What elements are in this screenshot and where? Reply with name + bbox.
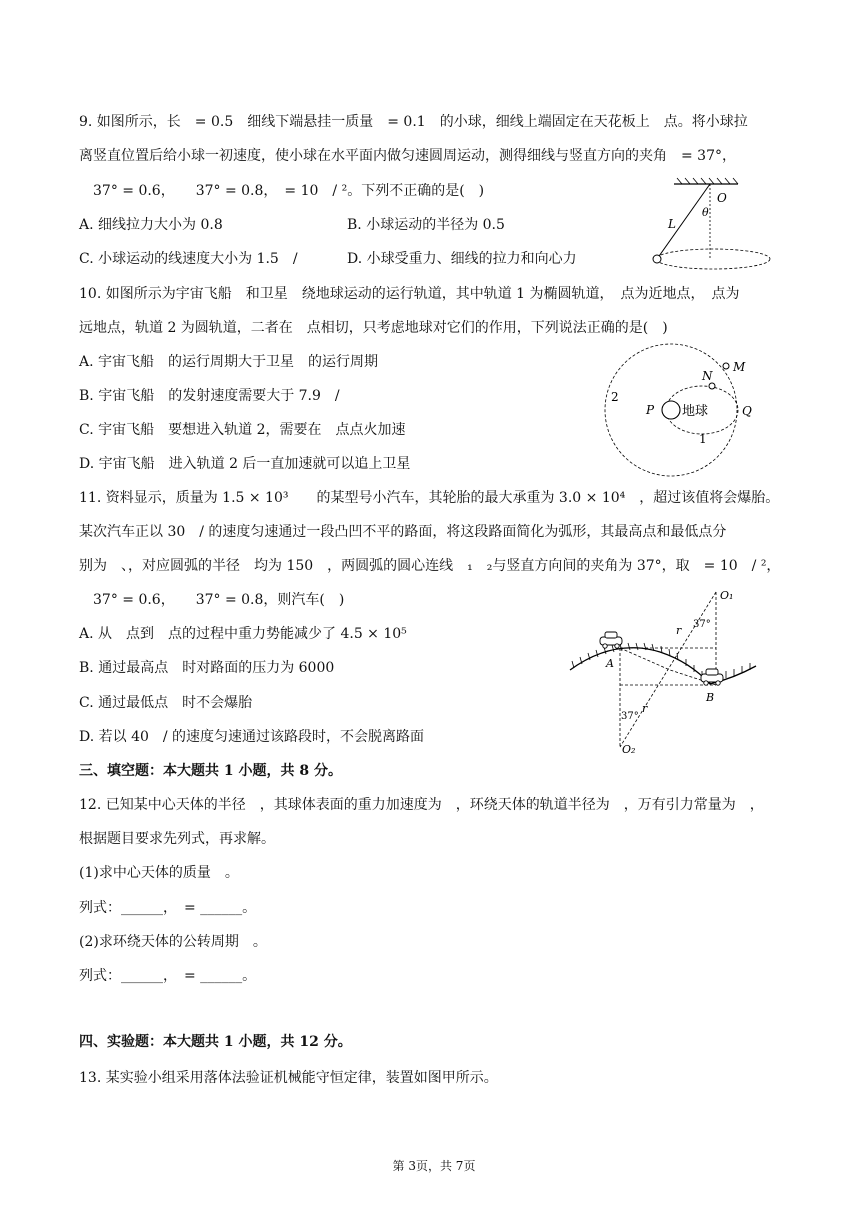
q10-orbit-figure (600, 340, 770, 478)
q12-line-1: 12. 已知某中心天体的半径 ，其球体表面的重力加速度为 ，环绕天体的轨道半径为 ，万有引力常量为 ， (79, 797, 764, 813)
q11-fig-label-angle-top: 37° (693, 619, 711, 630)
q10-option-b: B. 宇宙飞船 的发射速度需要大于 7.9 / (79, 388, 340, 404)
q10-line-2: 远地点，轨道 2 为圆轨道，二者在 点相切，只考虑地球对它们的作用，下列说法正确的是( ) (79, 320, 668, 336)
q9-option-b: B. 小球运动的半径为 0.5 (347, 217, 505, 233)
section-3-title: 三、填空题：本大题共 1 小题，共 8 分。 (79, 763, 342, 779)
q10-fig-label-orbit-2: 2 (611, 390, 619, 404)
q11-line-3: 别为 、，对应圆弧的半径 均为 150 ，两圆弧的圆心连线 ₁ ₂与竖直方向间的夹角为 37°，取 = 10 / ²， (79, 558, 781, 574)
q11-option-d: D. 若以 40 / 的速度匀速通过该路段时，不会脱离路面 (79, 729, 425, 745)
q10-line-1: 10. 如图所示为宇宙飞船 和卫星 绕地球运动的运行轨道，其中轨道 1 为椭圆轨道， 点为近地点， 点为 (79, 286, 740, 302)
q9-option-c: C. 小球运动的线速度大小为 1.5 / (79, 251, 298, 267)
q10-fig-label-n: N (702, 369, 713, 383)
q11-line-4: 37° = 0.6， 37° = 0.8，则汽车( ) (79, 592, 345, 608)
q11-road-figure (566, 582, 760, 758)
q9-line-2: 离竖直位置后给小球一初速度，使小球在水平面内做匀速圆周运动，测得细线与竖直方向的夹角 = 37°， (79, 148, 736, 164)
q12-subquestion-2: (2)求环绕天体的公转周期 。 (79, 934, 267, 950)
q10-option-c: C. 宇宙飞船 要想进入轨道 2，需要在 点点火加速 (79, 422, 406, 438)
q11-fig-label-r-top: r (676, 624, 682, 637)
q11-option-a: A. 从 点到 点的过程中重力势能减少了 4.5 × 10⁵ (79, 626, 407, 642)
q11-fig-label-a: A (606, 657, 614, 670)
q11-fig-label-r-bottom: r (642, 702, 648, 715)
page-footer: 第 3页，共 7页 (392, 1159, 476, 1173)
q9-option-a: A. 细线拉力大小为 0.8 (79, 217, 223, 233)
q10-fig-label-earth: 地球 (682, 404, 709, 419)
q12-line-2: 根据题目要求先列式，再求解。 (79, 831, 275, 847)
q11-fig-label-o1: O₁ (720, 589, 734, 602)
q10-fig-label-m: M (733, 360, 746, 374)
q9-conical-pendulum-figure (644, 176, 779, 274)
q11-option-c: C. 通过最低点 时不会爆胎 (79, 695, 253, 711)
q10-option-d: D. 宇宙飞船 进入轨道 2 后一直加速就可以追上卫星 (79, 456, 411, 472)
q12-answer-blank-2: 列式：______， = ______。 (79, 968, 257, 984)
q12-subquestion-1: (1)求中心天体的质量 。 (79, 865, 239, 881)
q9-option-d: D. 小球受重力、细线的拉力和向心力 (347, 251, 577, 267)
q9-fig-label-l: L (668, 217, 676, 231)
q11-fig-label-o2: O₂ (622, 743, 636, 756)
q11-fig-label-angle-bottom: 37° (621, 711, 639, 722)
q9-line-1: 9. 如图所示，长 = 0.5 细线下端悬挂一质量 = 0.1 的小球，细线上端固定在天花板上 点。将小球拉 (79, 114, 748, 130)
q12-answer-blank-1: 列式：______， = ______。 (79, 900, 257, 916)
q9-fig-label-theta: θ (702, 206, 709, 219)
q9-fig-label-o: O (717, 191, 727, 205)
q11-fig-label-b: B (706, 691, 715, 704)
q10-fig-label-orbit-1: 1 (699, 432, 707, 446)
q10-option-a: A. 宇宙飞船 的运行周期大于卫星 的运行周期 (79, 354, 379, 370)
q13-line-1: 13. 某实验小组采用落体法验证机械能守恒定律，装置如图甲所示。 (79, 1070, 498, 1086)
section-4-title: 四、实验题：本大题共 1 小题，共 12 分。 (79, 1034, 352, 1050)
q9-line-3: 37° = 0.6， 37° = 0.8， = 10 / ²。下列不正确的是( ) (79, 183, 485, 199)
q10-fig-label-p: P (646, 403, 655, 417)
q11-option-b: B. 通过最高点 时对路面的压力为 6000 (79, 660, 335, 676)
q11-line-2: 某次汽车正以 30 / 的速度匀速通过一段凸凹不平的路面，将这段路面简化为弧形，其最高点和最低点分 (79, 524, 727, 540)
q10-fig-label-q: Q (742, 404, 752, 418)
q11-line-1: 11. 资料显示，质量为 1.5 × 10³ 的某型号小汽车，其轮胎的最大承重为 3.0 × 10⁴ ，超过该值将会爆胎。 (79, 490, 780, 506)
